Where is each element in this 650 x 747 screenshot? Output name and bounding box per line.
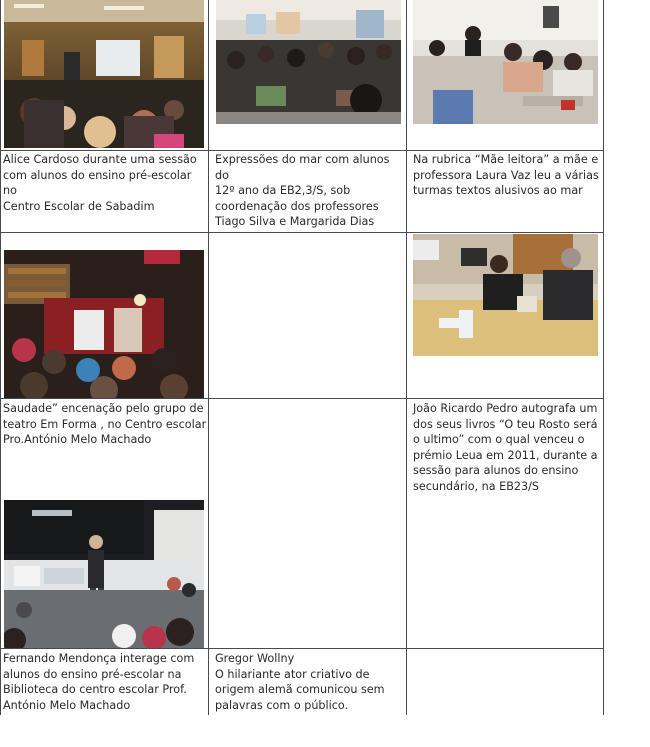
caption-storytelling-session xyxy=(3,152,207,214)
caption-line: Pro.António Melo Machado xyxy=(3,433,152,446)
caption-line: dos seus livros “O teu Rosto será xyxy=(413,417,598,431)
caption-line: palavras com o público. xyxy=(215,698,349,712)
caption-line: Centro Escolar de Sabadim xyxy=(3,199,155,213)
table-border-h2 xyxy=(0,232,604,233)
caption-line: Gregor Wollny xyxy=(215,652,295,665)
caption-line: Na rubrica “Mãe leitora” a mãe e xyxy=(413,153,599,166)
table-border-col2 xyxy=(406,0,407,715)
caption-line: Saudade” encenação pelo grupo de xyxy=(3,402,204,415)
table-border-h3 xyxy=(0,398,604,399)
caption-line: 12º ano da EB2,3/S, sob xyxy=(215,184,351,197)
caption-line: Alice Cardoso durante uma sessão xyxy=(3,153,197,166)
caption-line: teatro Em Forma , no Centro escolar xyxy=(3,417,207,431)
caption-line: António Melo Machado xyxy=(3,698,131,712)
caption-line: o ultimo” com o qual venceu o xyxy=(413,433,585,446)
caption-line: coordenação dos professores xyxy=(215,199,379,213)
photo-interactive-session xyxy=(4,500,204,648)
caption-line: Expressões do mar com alunos do xyxy=(215,153,390,182)
table-border-h4 xyxy=(0,648,604,649)
table-border-left xyxy=(0,0,1,715)
caption-saudade-play xyxy=(3,401,207,448)
photo-storytelling-session xyxy=(4,0,204,148)
caption-line: Fernando Mendonça interage com xyxy=(3,652,195,665)
photo-saudade-play xyxy=(4,250,204,398)
caption-line: secundário, na EB23/S xyxy=(413,479,540,493)
caption-line: Tiago Silva e Margarida Dias xyxy=(215,215,375,228)
caption-book-signing xyxy=(413,401,603,494)
table-border-right xyxy=(603,0,604,715)
caption-line: alunos do ensino pré-escolar na xyxy=(3,667,182,681)
caption-line: O hilariante ator criativo de xyxy=(215,667,370,681)
caption-line: Biblioteca do centro escolar Prof. xyxy=(3,683,187,696)
table-border-col1 xyxy=(208,0,209,715)
caption-gregor-wollny xyxy=(215,651,405,713)
photo-reading-mother xyxy=(413,0,598,124)
caption-line: sessão para alunos do ensino xyxy=(413,464,579,477)
caption-line: professora Laura Vaz leu a várias xyxy=(413,168,599,182)
caption-line: turmas textos alusivos ao mar xyxy=(413,184,583,197)
caption-interactive-session xyxy=(3,651,207,713)
caption-line: com alunos do ensino pré-escolar no xyxy=(3,168,192,197)
caption-reading-mother xyxy=(413,152,603,199)
caption-line: João Ricardo Pedro autografa um xyxy=(413,402,598,415)
caption-line: prémio Leua em 2011, durante a xyxy=(413,448,598,462)
photo-sea-expressions xyxy=(216,0,401,124)
caption-line: origem alemã comunicou sem xyxy=(215,683,385,696)
table-border-h1 xyxy=(0,150,604,151)
caption-sea-expressions xyxy=(215,152,405,230)
photo-book-signing xyxy=(413,234,598,356)
